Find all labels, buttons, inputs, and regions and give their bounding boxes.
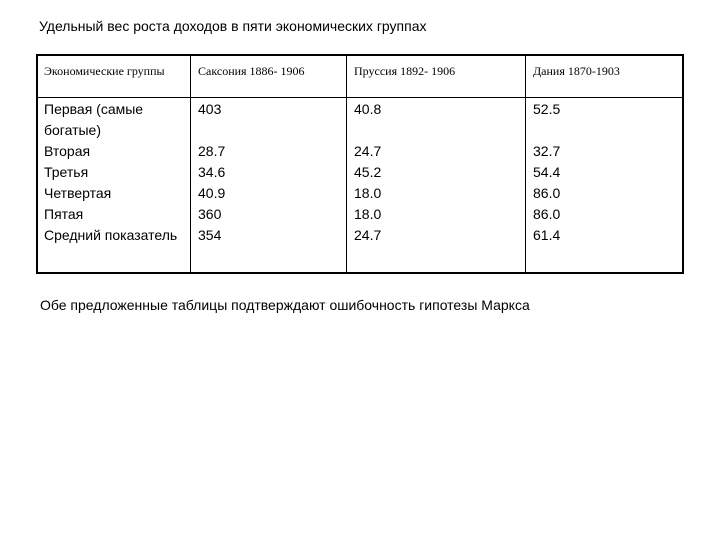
table-cell-saxony: 28.7 <box>198 143 226 159</box>
table-cell-group: Четвертая <box>44 185 112 201</box>
income-growth-table <box>36 54 684 274</box>
table-cell-saxony: 360 <box>198 206 222 222</box>
column-divider <box>346 56 347 272</box>
header-divider <box>38 97 682 98</box>
groups-column <box>44 99 184 267</box>
table-cell-denmark: 32.7 <box>533 143 561 159</box>
page-title: Удельный вес роста доходов в пяти экономических группах <box>39 18 427 34</box>
table-cell-denmark: 54.4 <box>533 164 561 180</box>
table-cell-prussia: 45.2 <box>354 164 382 180</box>
table-cell-denmark: 61.4 <box>533 227 561 243</box>
table-cell-prussia: 24.7 <box>354 143 382 159</box>
table-cell-group: Вторая <box>44 143 91 159</box>
header-saxony: Саксония 1886- 1906 <box>198 64 305 78</box>
column-divider <box>190 56 191 272</box>
conclusion-text: Обе предложенные таблицы подтверждают ошибочность гипотезы Маркса <box>40 297 530 313</box>
column-divider <box>525 56 526 272</box>
table-cell-prussia: 40.8 <box>354 101 382 117</box>
header-prussia: Пруссия 1892- 1906 <box>354 64 456 78</box>
table-cell-prussia: 18.0 <box>354 206 382 222</box>
table-cell-group: Третья <box>44 164 89 180</box>
table-cell-group: Средний показатель <box>44 227 178 243</box>
header-groups: Экономические группы <box>44 64 165 78</box>
saxony-column <box>198 99 225 246</box>
header-denmark: Дания 1870-1903 <box>533 64 620 78</box>
table-cell-group: Пятая <box>44 206 84 222</box>
table-cell-saxony: 34.6 <box>198 164 226 180</box>
table-cell-denmark: 86.0 <box>533 206 561 222</box>
denmark-column <box>533 99 560 246</box>
table-cell-saxony: 40.9 <box>198 185 226 201</box>
table-cell-saxony: 403 <box>198 101 222 117</box>
table-cell-prussia: 18.0 <box>354 185 382 201</box>
table-cell-saxony: 354 <box>198 227 222 243</box>
table-cell-denmark: 86.0 <box>533 185 561 201</box>
table-cell-denmark: 52.5 <box>533 101 561 117</box>
table-cell-group: Первая (самые богатые) <box>44 101 144 138</box>
prussia-column <box>354 99 381 246</box>
table-cell-prussia: 24.7 <box>354 227 382 243</box>
